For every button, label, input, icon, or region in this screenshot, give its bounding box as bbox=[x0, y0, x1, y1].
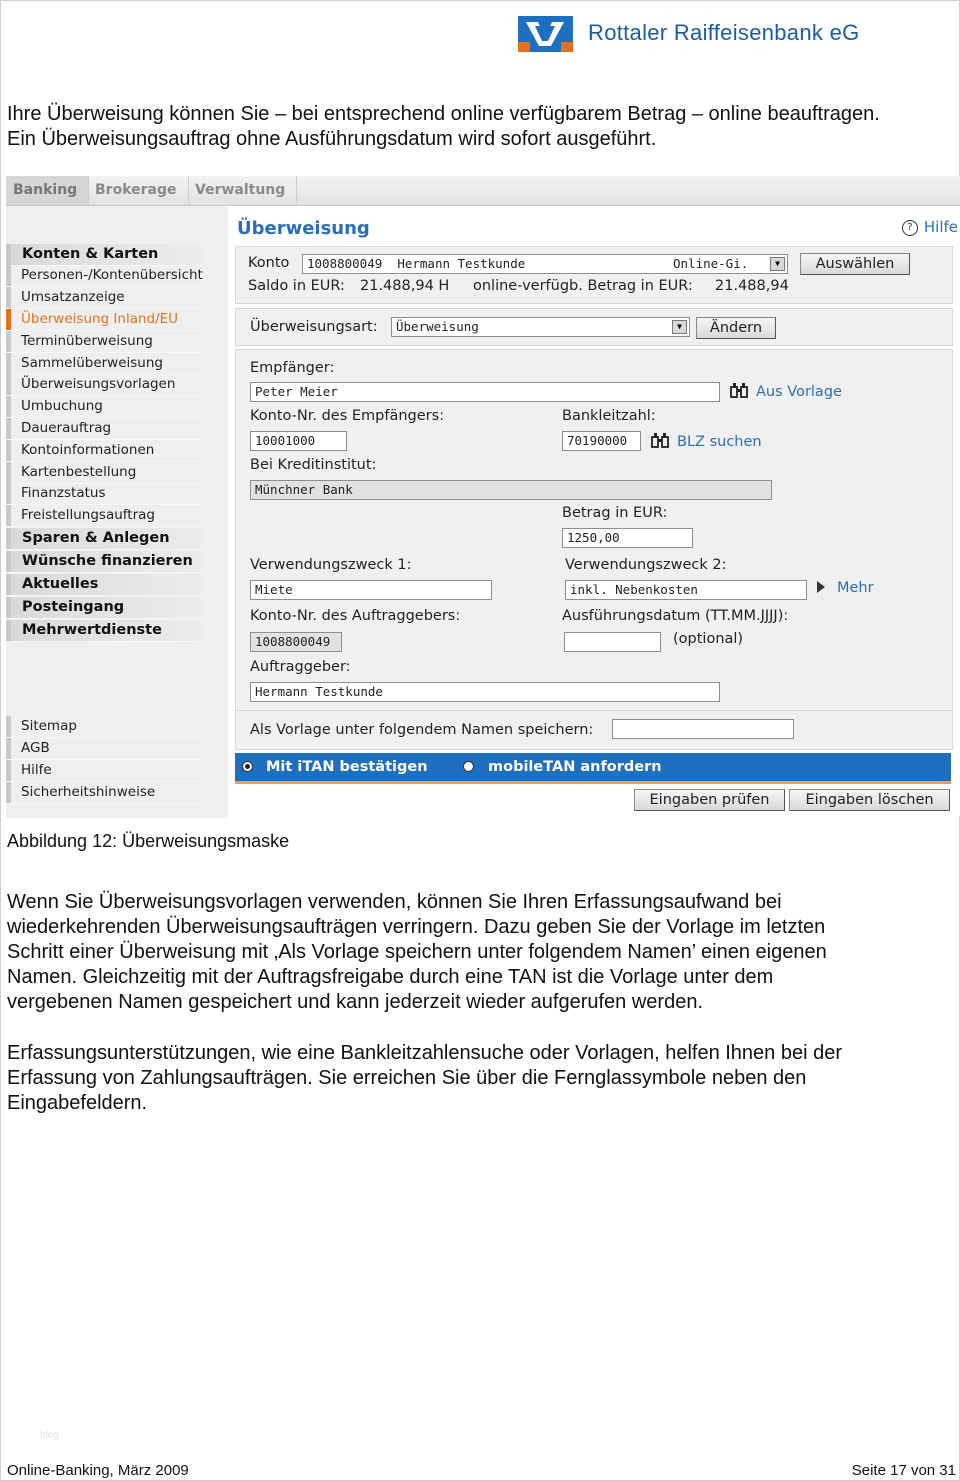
paragraph-assistance bbox=[7, 1041, 955, 1116]
change-button[interactable]: Ändern bbox=[696, 317, 776, 339]
sidebar-item-active[interactable]: Überweisung Inland/EU bbox=[6, 309, 202, 331]
binoculars-icon bbox=[730, 382, 748, 398]
sidebar-section-konten-karten[interactable]: Konten & Karten bbox=[6, 244, 202, 266]
date-label: Ausführungsdatum (TT.MM.JJJJ): bbox=[562, 608, 789, 624]
paragraph-line: vergebenen Namen gespeichert und kann jederzeit wieder aufgerufen werden. bbox=[7, 991, 704, 1013]
purpose1-label: Verwendungszweck 1: bbox=[250, 557, 412, 573]
tab-verwaltung[interactable]: Verwaltung bbox=[188, 176, 297, 205]
itan-option-label[interactable]: Mit iTAN bestätigen bbox=[266, 759, 428, 775]
konto-label: Konto bbox=[248, 255, 290, 271]
paragraph-line: Wenn Sie Überweisungsvorlagen verwenden, können Sie Ihren Erfassungsaufwand bei bbox=[7, 891, 782, 913]
top-navigation bbox=[6, 176, 960, 206]
optional-note: (optional) bbox=[673, 631, 744, 647]
sender-account-label: Konto-Nr. des Auftraggebers: bbox=[250, 608, 461, 624]
sidebar-item[interactable]: Kontoinformationen bbox=[6, 440, 202, 462]
paragraph-line: Namen. Gleichzeitig mit der Auftragsfreigabe durch eine TAN ist die Vorlage unter dem bbox=[7, 966, 774, 988]
sidebar-link-agb[interactable]: AGB bbox=[6, 738, 202, 760]
sidebar-section[interactable]: Posteingang bbox=[6, 597, 202, 619]
sidebar-item[interactable]: Freistellungsauftrag bbox=[6, 505, 202, 527]
help-icon: ? bbox=[902, 220, 918, 236]
sender-label: Auftraggeber: bbox=[250, 659, 351, 675]
institute-label: Bei Kreditinstitut: bbox=[250, 457, 377, 473]
intro-text bbox=[7, 102, 957, 152]
chevron-down-icon: ▼ bbox=[672, 320, 687, 334]
check-input-button[interactable]: Eingaben prüfen bbox=[634, 789, 785, 811]
saldo-value: 21.488,94 H bbox=[360, 278, 450, 294]
sidebar-link-sitemap[interactable]: Sitemap bbox=[6, 716, 202, 738]
intro-line: Ihre Überweisung können Sie – bei entsprechend online verfügbarem Betrag – online beauftragen. bbox=[7, 103, 880, 125]
paragraph-line: Erfassungsunterstützungen, wie eine Bankleitzahlensuche oder Vorlagen, helfen Ihnen bei der bbox=[7, 1042, 843, 1064]
sidebar-item[interactable]: Terminüberweisung bbox=[6, 331, 202, 353]
sidebar-link-hilfe[interactable]: Hilfe bbox=[6, 760, 202, 782]
mobiletan-option-label[interactable]: mobileTAN anfordern bbox=[488, 759, 662, 775]
sidebar-item[interactable]: Umbuchung bbox=[6, 396, 202, 418]
sender-account-field: 1008800049 bbox=[250, 632, 342, 652]
recipient-input[interactable]: Peter Meier bbox=[250, 382, 720, 402]
tan-selection-bar bbox=[235, 753, 951, 784]
main-panel bbox=[235, 206, 960, 818]
account-select[interactable]: 1008800049 Hermann Testkunde Online-Gi. ▼ bbox=[302, 254, 788, 274]
save-template-input[interactable] bbox=[612, 719, 794, 739]
sidebar-item[interactable]: Überweisungsvorlagen bbox=[6, 374, 202, 396]
sender-input[interactable]: Hermann Testkunde bbox=[250, 682, 720, 702]
account-number-input[interactable]: 10001000 bbox=[250, 431, 347, 451]
sidebar-section[interactable]: Mehrwertdienste bbox=[6, 620, 202, 642]
tab-banking[interactable]: Banking bbox=[6, 176, 89, 205]
bank-name: Rottaler Raiffeisenbank eG bbox=[588, 20, 860, 45]
paragraph-templates bbox=[7, 890, 955, 1015]
sidebar-section[interactable]: Aktuelles bbox=[6, 574, 202, 596]
sidebar-item[interactable]: Dauerauftrag bbox=[6, 418, 202, 440]
mobiletan-radio[interactable] bbox=[463, 761, 474, 772]
clear-input-button[interactable]: Eingaben löschen bbox=[789, 789, 950, 811]
paragraph-line: Eingabefeldern. bbox=[7, 1092, 148, 1114]
itan-radio[interactable] bbox=[242, 761, 253, 772]
intro-line: Ein Überweisungsauftrag ohne Ausführungsdatum wird sofort ausgeführt. bbox=[7, 128, 657, 150]
sidebar-link-sicherheit[interactable]: Sicherheitshinweise bbox=[6, 782, 202, 804]
sidebar-item[interactable]: Umsatzanzeige bbox=[6, 287, 202, 309]
purpose2-label: Verwendungszweck 2: bbox=[565, 557, 727, 573]
blz-label: Bankleitzahl: bbox=[562, 408, 656, 424]
sidebar-item[interactable]: Sammelüberweisung bbox=[6, 353, 202, 375]
triangle-right-icon bbox=[817, 581, 825, 593]
amount-input[interactable]: 1250,00 bbox=[562, 528, 693, 548]
tab-brokerage[interactable]: Brokerage bbox=[88, 176, 189, 205]
banking-screenshot bbox=[6, 176, 960, 816]
sidebar-section[interactable]: Sparen & Anlegen bbox=[6, 528, 202, 550]
sidebar-item[interactable]: Finanzstatus bbox=[6, 483, 202, 505]
purpose1-input[interactable]: Miete bbox=[250, 580, 492, 600]
paragraph-line: wiederkehrenden Überweisungsaufträgen verringern. Dazu geben Sie der Vorlage im letzten bbox=[7, 916, 826, 938]
binoculars-icon bbox=[651, 432, 669, 448]
institute-field: Münchner Bank bbox=[250, 480, 772, 500]
help-link[interactable]: ? Hilfe bbox=[902, 218, 958, 236]
transfer-form bbox=[235, 349, 953, 711]
page-number: Seite 17 von 31 bbox=[851, 1462, 956, 1479]
transfer-type-label: Überweisungsart: bbox=[250, 319, 378, 335]
save-template-label: Als Vorlage unter folgendem Namen speichern: bbox=[250, 722, 594, 738]
paragraph-line: Erfassung von Zahlungsaufträgen. Sie erreichen Sie über die Fernglassymbole neben den bbox=[7, 1067, 807, 1089]
available-value: 21.488,94 bbox=[715, 278, 789, 294]
account-number-label: Konto-Nr. des Empfängers: bbox=[250, 408, 445, 424]
sidebar-item[interactable]: Kartenbestellung bbox=[6, 462, 202, 484]
amount-label: Betrag in EUR: bbox=[562, 505, 668, 521]
blz-search-link[interactable]: BLZ suchen bbox=[651, 432, 762, 450]
select-account-button[interactable]: Auswählen bbox=[800, 253, 910, 275]
footer-left: Online-Banking, März 2009 bbox=[7, 1462, 189, 1479]
blz-input[interactable]: 70190000 bbox=[562, 431, 641, 451]
sidebar-item[interactable]: Personen-/Kontenübersicht bbox=[6, 265, 202, 287]
sidebar bbox=[6, 206, 228, 818]
sidebar-section[interactable]: Wünsche finanzieren bbox=[6, 551, 202, 573]
available-label: online-verfügb. Betrag in EUR: bbox=[473, 278, 693, 294]
page-title: Überweisung bbox=[237, 218, 370, 239]
recipient-label: Empfänger: bbox=[250, 360, 335, 376]
raiffeisen-logo-icon bbox=[518, 16, 573, 52]
from-template-link[interactable]: Aus Vorlage bbox=[730, 382, 842, 400]
account-box bbox=[235, 246, 953, 304]
purpose2-input[interactable]: inkl. Nebenkosten bbox=[565, 580, 807, 600]
transfer-type-box bbox=[235, 308, 953, 346]
saldo-label: Saldo in EUR: bbox=[248, 278, 345, 294]
date-input[interactable] bbox=[564, 632, 661, 652]
paragraph-line: Schritt einer Überweisung mit ‚Als Vorlage speichern unter folgendem Namen’ einen eigenen bbox=[7, 941, 827, 963]
transfer-type-select[interactable]: Überweisung ▼ bbox=[391, 317, 690, 337]
figure-caption: Abbildung 12: Überweisungsmaske bbox=[7, 831, 290, 851]
save-template-box bbox=[235, 710, 953, 750]
chevron-down-icon: ▼ bbox=[770, 257, 785, 271]
more-link[interactable]: Mehr bbox=[817, 580, 874, 596]
watermark: blog bbox=[40, 1430, 59, 1441]
